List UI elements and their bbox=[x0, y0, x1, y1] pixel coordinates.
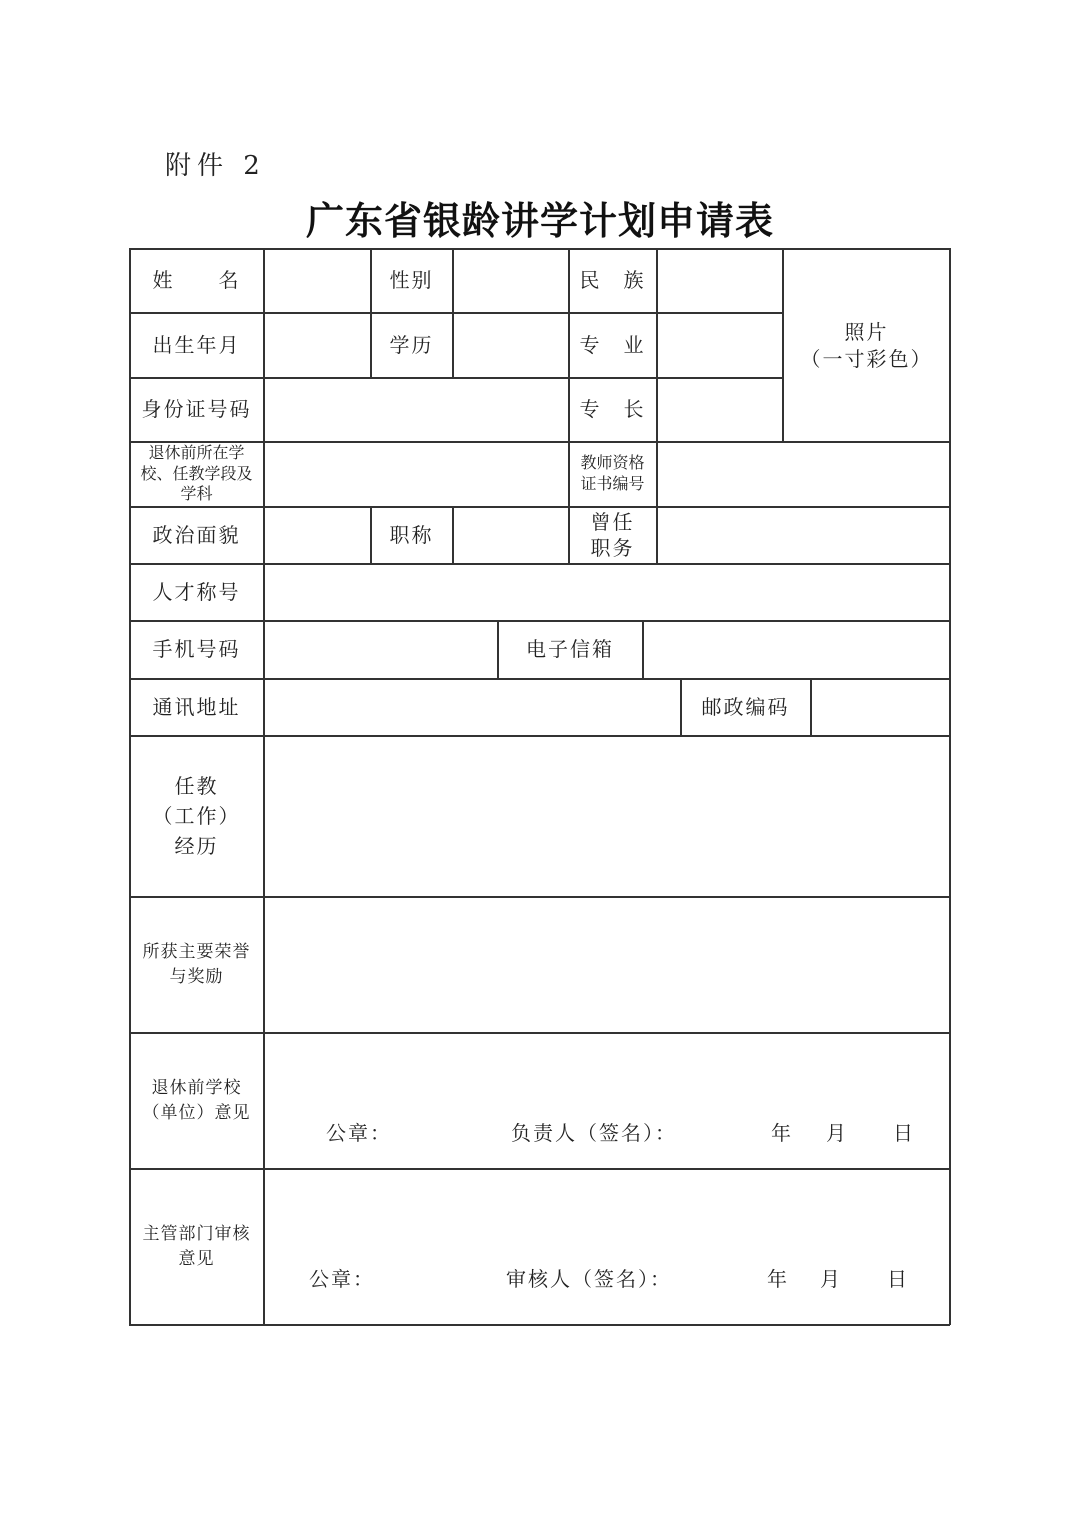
photo-box[interactable] bbox=[784, 250, 949, 441]
dept-opinion-label bbox=[130, 1169, 263, 1324]
gender-field[interactable] bbox=[454, 250, 567, 311]
experience-label-line2: （工作） bbox=[152, 804, 241, 828]
former-post-label-line1: 曾任 bbox=[590, 510, 635, 534]
address-field[interactable] bbox=[265, 680, 679, 734]
experience-label-line3: 经历 bbox=[174, 834, 219, 858]
talent-title-label: 人才称号 bbox=[152, 579, 241, 604]
dept-seal-label: 公章： bbox=[309, 1267, 375, 1291]
postcode-label: 邮政编码 bbox=[701, 694, 790, 719]
specialty-field[interactable] bbox=[658, 379, 781, 440]
table-line bbox=[129, 1324, 950, 1326]
former-post-field[interactable] bbox=[658, 508, 948, 562]
school-date-year: 年 bbox=[771, 1121, 793, 1145]
school-opinion-label bbox=[130, 1033, 263, 1168]
cert-number-label-line1: 教师资格 bbox=[580, 453, 645, 473]
phone-field[interactable] bbox=[265, 622, 496, 677]
school-opinion-label-line1: 退休前学校 bbox=[151, 1077, 242, 1098]
honors-label-line1: 所获主要荣誉 bbox=[142, 941, 251, 962]
education-field[interactable] bbox=[454, 314, 567, 376]
former-post-label bbox=[569, 507, 656, 563]
email-field[interactable] bbox=[644, 622, 948, 677]
birth-field[interactable] bbox=[265, 314, 369, 376]
ethnicity-label: 民 族 bbox=[579, 268, 646, 292]
form-title: 广东省银龄讲学计划申请表 bbox=[305, 199, 774, 243]
school-opinion-field[interactable] bbox=[265, 1034, 948, 1167]
table-line bbox=[949, 248, 951, 1325]
address-label: 通讯地址 bbox=[152, 694, 241, 719]
prev-school-label-line3: 学科 bbox=[180, 484, 213, 504]
dept-opinion-field[interactable] bbox=[265, 1170, 948, 1323]
attachment-label: 附件 2 bbox=[165, 151, 266, 181]
id-number-label: 身份证号码 bbox=[141, 397, 252, 421]
experience-label-line1: 任教 bbox=[174, 774, 219, 798]
name-field[interactable] bbox=[265, 250, 369, 311]
former-post-label-line2: 职务 bbox=[590, 536, 635, 560]
political-label: 政治面貌 bbox=[152, 522, 241, 547]
honors-label-line2: 与奖励 bbox=[169, 966, 224, 987]
dept-opinion-label-line1: 主管部门审核 bbox=[142, 1223, 251, 1244]
political-field[interactable] bbox=[265, 508, 369, 562]
postcode-field[interactable] bbox=[812, 680, 948, 734]
email-label: 电子信箱 bbox=[526, 637, 614, 661]
school-opinion-label-line2: （单位）意见 bbox=[142, 1102, 251, 1123]
education-label: 学历 bbox=[389, 332, 434, 357]
title-rank-label: 职称 bbox=[389, 522, 434, 547]
major-label: 专 业 bbox=[579, 332, 646, 357]
school-date-day: 日 bbox=[893, 1121, 915, 1145]
cert-number-label bbox=[569, 442, 656, 506]
birth-label: 出生年月 bbox=[152, 332, 241, 357]
school-date-month: 月 bbox=[826, 1121, 848, 1145]
dept-date-month: 月 bbox=[820, 1267, 842, 1291]
phone-label: 手机号码 bbox=[152, 637, 241, 661]
prev-school-field[interactable] bbox=[265, 443, 567, 505]
honors-label bbox=[130, 897, 263, 1032]
dept-signer-label: 审核人（签名）： bbox=[506, 1267, 672, 1291]
gender-label: 性别 bbox=[389, 268, 434, 292]
prev-school-label-line2: 校、任教学段及 bbox=[140, 463, 253, 483]
photo-label: 照片 bbox=[844, 319, 889, 344]
specialty-label: 专 长 bbox=[579, 397, 646, 421]
prev-school-label bbox=[130, 442, 263, 506]
school-seal-label: 公章： bbox=[326, 1121, 392, 1145]
prev-school-label-line1: 退休前所在学 bbox=[148, 442, 245, 462]
talent-title-field[interactable] bbox=[265, 565, 948, 619]
experience-label bbox=[130, 736, 263, 896]
cert-number-field[interactable] bbox=[658, 443, 948, 505]
photo-size-label: （一寸彩色） bbox=[800, 346, 933, 371]
honors-field[interactable] bbox=[265, 898, 948, 1031]
title-rank-field[interactable] bbox=[454, 508, 567, 562]
experience-field[interactable] bbox=[265, 737, 948, 895]
id-number-field[interactable] bbox=[265, 379, 567, 440]
dept-date-day: 日 bbox=[887, 1267, 909, 1291]
school-signer-label: 负责人（签名）： bbox=[511, 1121, 677, 1145]
dept-date-year: 年 bbox=[767, 1267, 789, 1291]
major-field[interactable] bbox=[658, 314, 781, 376]
cert-number-label-line2: 证书编号 bbox=[580, 474, 645, 493]
dept-opinion-label-line2: 意见 bbox=[178, 1248, 215, 1269]
ethnicity-field[interactable] bbox=[658, 250, 781, 311]
name-label: 姓 名 bbox=[152, 268, 241, 292]
